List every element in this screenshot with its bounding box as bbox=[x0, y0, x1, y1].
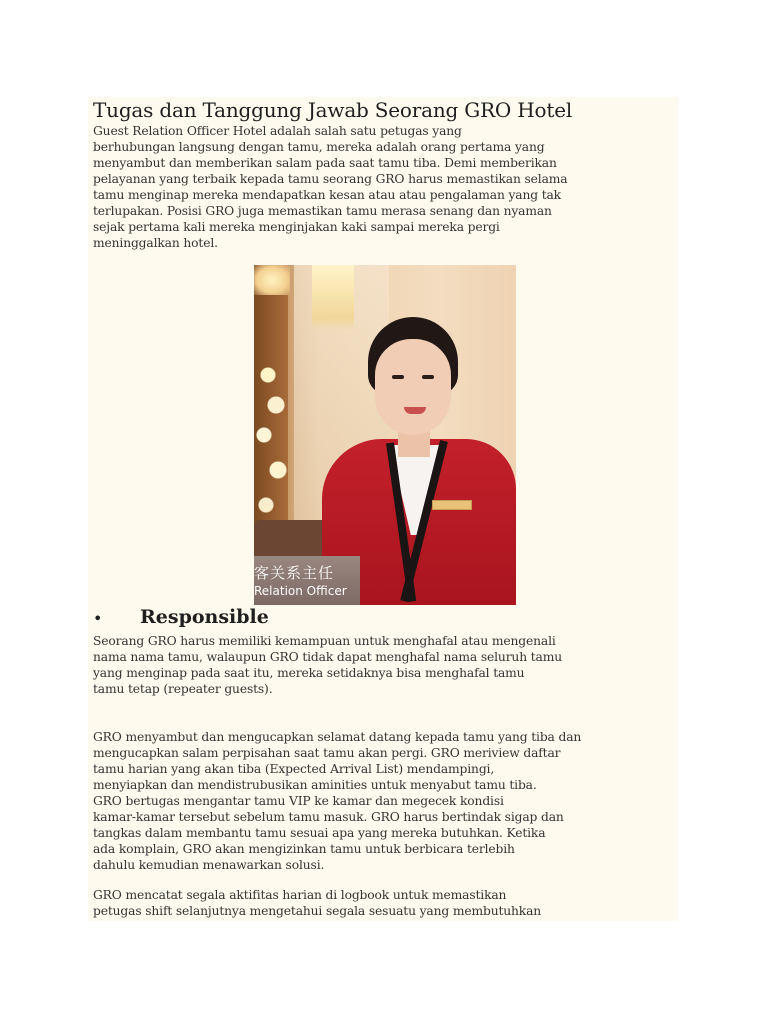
text-line: tamu menginap mereka mendapatkan kesan atau atau pengalaman yang tak bbox=[93, 188, 561, 202]
text-line: dahulu kemudian menawarkan solusi. bbox=[93, 858, 325, 872]
intro-paragraph bbox=[93, 123, 567, 251]
section-heading: Responsible bbox=[140, 606, 269, 628]
name-badge bbox=[432, 500, 472, 510]
document-page bbox=[88, 97, 678, 921]
text-line: berhubungan langsung dengan tamu, mereka adalah orang pertama yang bbox=[93, 140, 545, 154]
text-line: menyambut dan memberikan salam pada saat tamu tiba. Demi memberikan bbox=[93, 156, 557, 170]
text-line: Seorang GRO harus memiliki kemampuan untuk menghafal atau mengenali bbox=[93, 634, 556, 648]
text-line: GRO menyambut dan mengucapkan selamat datang kepada tamu yang tiba dan bbox=[93, 730, 582, 744]
smile bbox=[404, 407, 426, 414]
responsible-paragraph-3 bbox=[93, 887, 541, 919]
sign-chinese-text: 客关系主任 bbox=[254, 564, 335, 582]
gro-officer-photo bbox=[254, 265, 516, 605]
face bbox=[375, 339, 451, 435]
text-line: pelayanan yang terbaik kepada tamu seorang GRO harus memastikan selama bbox=[93, 172, 568, 186]
text-line: nama nama tamu, walaupun GRO tidak dapat menghafal nama seluruh tamu bbox=[93, 650, 562, 664]
text-line: kamar-kamar tersebut sebelum tamu masuk. GRO harus bertindak sigap dan bbox=[93, 810, 564, 824]
text-line: sejak pertama kali mereka menginjakan kaki sampai mereka pergi bbox=[93, 220, 500, 234]
sign-english-text: Relation Officer bbox=[254, 584, 347, 598]
text-line: tamu tetap (repeater guests). bbox=[93, 682, 273, 696]
text-line: mengucapkan salam perpisahan saat tamu akan pergi. GRO meriview daftar bbox=[93, 746, 561, 760]
text-line: tamu harian yang akan tiba (Expected Arrival List) mendampingi, bbox=[93, 762, 495, 776]
photo-lamp bbox=[254, 265, 290, 295]
text-line: menyiapkan dan mendistrubusikan aminities untuk menyabut tamu tiba. bbox=[93, 778, 537, 792]
text-line: GRO mencatat segala aktifitas harian di logbook untuk memastikan bbox=[93, 888, 507, 902]
eye bbox=[422, 375, 434, 379]
eye bbox=[392, 375, 404, 379]
responsible-paragraph-2 bbox=[93, 729, 581, 873]
text-line: petugas shift selanjutnya mengetahui segala sesuatu yang membutuhkan bbox=[93, 904, 542, 918]
desk-sign bbox=[254, 556, 360, 605]
text-line: ada komplain, GRO akan mengizinkan tamu untuk berbicara terlebih bbox=[93, 842, 515, 856]
text-line: GRO bertugas mengantar tamu VIP ke kamar dan megecek kondisi bbox=[93, 794, 504, 808]
text-line: terlupakan. Posisi GRO juga memastikan tamu merasa senang dan nyaman bbox=[93, 204, 552, 218]
text-line: Guest Relation Officer Hotel adalah salah satu petugas yang bbox=[93, 124, 462, 138]
text-line: tangkas dalam membantu tamu sesuai apa yang mereka butuhkan. Ketika bbox=[93, 826, 546, 840]
text-line: meninggalkan hotel. bbox=[93, 236, 218, 250]
text-line: yang menginap pada saat itu, mereka setidaknya bisa menghafal tamu bbox=[93, 666, 525, 680]
responsible-paragraph-1 bbox=[93, 633, 562, 697]
page-title: Tugas dan Tanggung Jawab Seorang GRO Hotel bbox=[93, 98, 573, 122]
bullet-icon: • bbox=[93, 609, 103, 628]
